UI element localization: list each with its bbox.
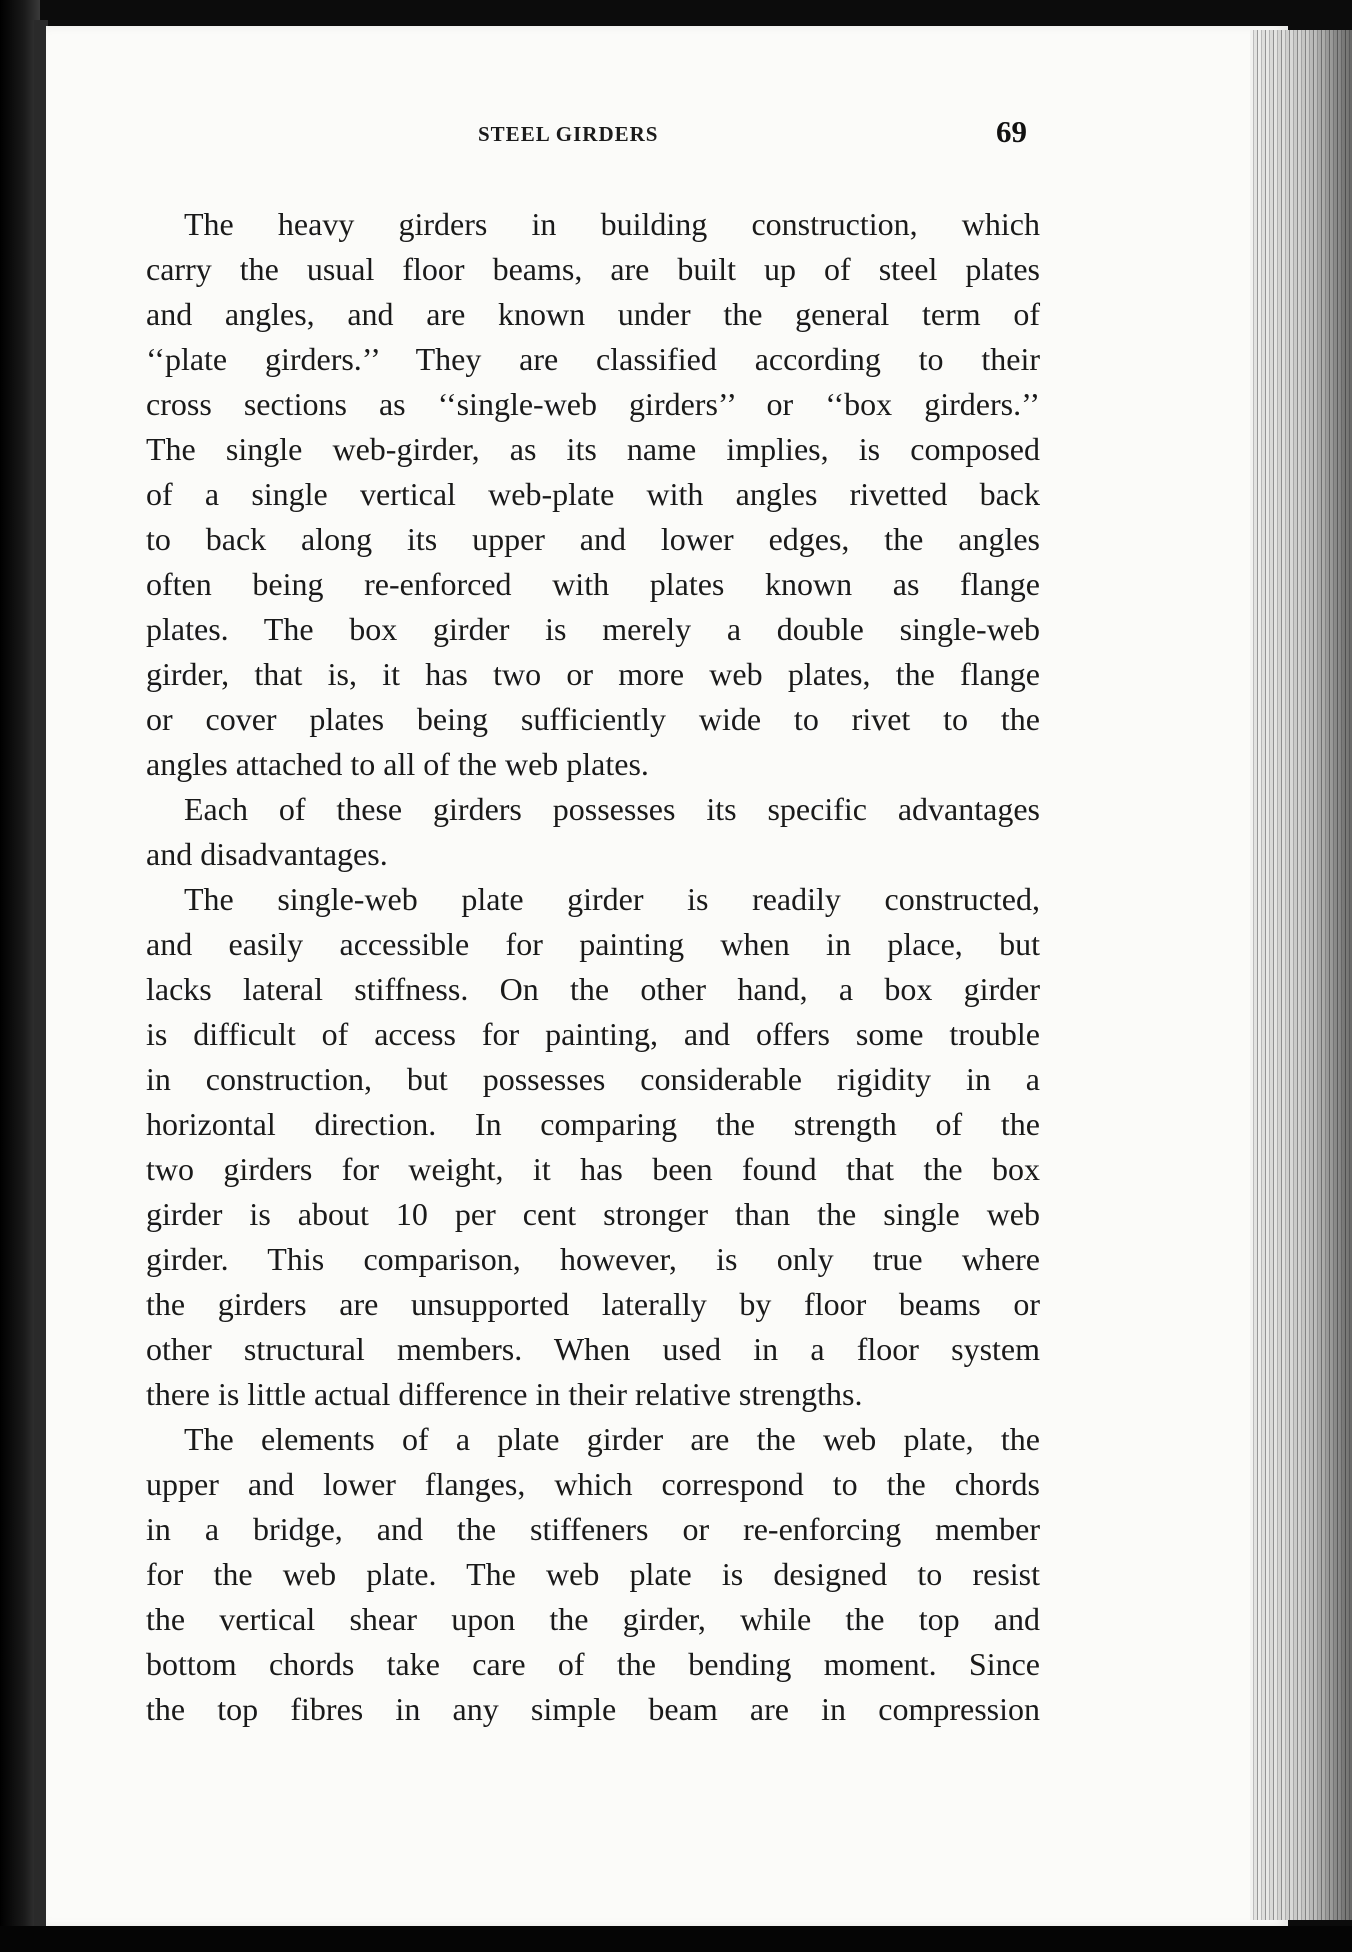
text-line: horizontal direction. In comparing the strength of the bbox=[146, 1106, 1040, 1142]
text-line: girder. This comparison, however, is only true where bbox=[146, 1241, 1040, 1277]
text-line: plates. The box girder is merely a double single-web bbox=[146, 611, 1040, 647]
text-line: two girders for weight, it has been found that the box bbox=[146, 1151, 1040, 1187]
page-number: 69 bbox=[996, 114, 1027, 149]
text-line: The heavy girders in building construction, which bbox=[184, 206, 1040, 242]
text-line: to back along its upper and lower edges, the angles bbox=[146, 521, 1040, 557]
text-line: upper and lower flanges, which correspond to the chords bbox=[146, 1466, 1040, 1502]
text-line: ‘‘plate girders.’’ They are classified according to their bbox=[146, 341, 1040, 377]
text-line: cross sections as ‘‘single-web girders’’ or ‘‘box girders.’’ bbox=[146, 386, 1040, 422]
text-line: and angles, and are known under the general term of bbox=[146, 296, 1040, 332]
text-line: of a single vertical web-plate with angles rivetted back bbox=[146, 476, 1040, 512]
text-line: or cover plates being sufficiently wide to rivet to the bbox=[146, 701, 1040, 737]
text-line: girder, that is, it has two or more web plates, the flange bbox=[146, 656, 1040, 692]
text-line: often being re-enforced with plates known as flange bbox=[146, 566, 1040, 602]
text-line: in construction, but possesses considerable rigidity in a bbox=[146, 1061, 1040, 1097]
paragraph-2 bbox=[146, 787, 1040, 877]
paragraph-1 bbox=[146, 202, 1040, 787]
paragraph-3 bbox=[146, 877, 1040, 1417]
page-edge-shadow bbox=[1250, 30, 1352, 1920]
text-line: there is little actual difference in their relative strengths. bbox=[146, 1376, 863, 1412]
scan-bottom-border bbox=[0, 1926, 1352, 1952]
text-line: The single web-girder, as its name implies, is composed bbox=[146, 431, 1040, 467]
text-line: bottom chords take care of the bending moment. Since bbox=[146, 1646, 1040, 1682]
text-line: The elements of a plate girder are the web plate, the bbox=[184, 1421, 1040, 1457]
text-line: lacks lateral stiffness. On the other hand, a box girder bbox=[146, 971, 1040, 1007]
paragraph-4 bbox=[146, 1417, 1040, 1732]
text-line: for the web plate. The web plate is designed to resist bbox=[146, 1556, 1040, 1592]
text-line: Each of these girders possesses its specific advantages bbox=[184, 791, 1040, 827]
text-line: the girders are unsupported laterally by floor beams or bbox=[146, 1286, 1040, 1322]
text-line: the top fibres in any simple beam are in compression bbox=[146, 1691, 1040, 1727]
text-line: in a bridge, and the stiffeners or re-enforcing member bbox=[146, 1511, 1040, 1547]
text-line: angles attached to all of the web plates. bbox=[146, 746, 649, 782]
text-line: The single-web plate girder is readily constructed, bbox=[184, 881, 1040, 917]
text-line: and disadvantages. bbox=[146, 836, 388, 872]
text-line: other structural members. When used in a floor system bbox=[146, 1331, 1040, 1367]
text-line: the vertical shear upon the girder, while the top and bbox=[146, 1601, 1040, 1637]
text-line: carry the usual floor beams, are built up of steel plates bbox=[146, 251, 1040, 287]
text-line: girder is about 10 per cent stronger than the single web bbox=[146, 1196, 1040, 1232]
text-line: and easily accessible for painting when in place, but bbox=[146, 926, 1040, 962]
body-text bbox=[146, 202, 1040, 1732]
text-line: is difficult of access for painting, and offers some trouble bbox=[146, 1016, 1040, 1052]
running-head: STEEL GIRDERS bbox=[478, 122, 659, 146]
